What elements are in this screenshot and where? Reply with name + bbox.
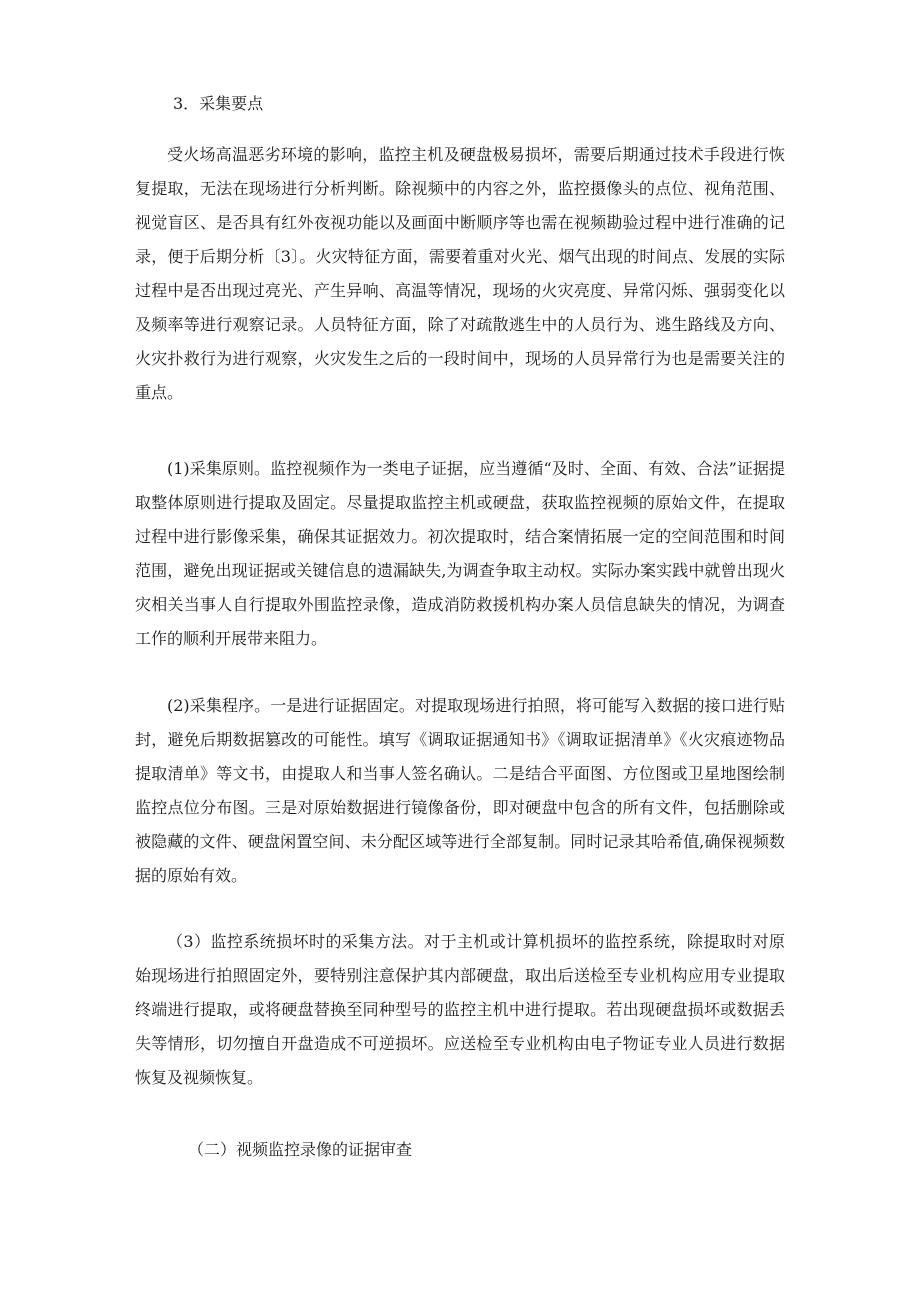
subsection-heading: （二）视频监控录像的证据审查 [188, 1140, 413, 1159]
paragraph-collection-principles: (1)采集原则。监控视频作为一类电子证据，应当遵循“及时、全面、有效、合法”证据提取整体原则进行提取及固定。尽量提取监控主机或硬盘，获取监控视频的原始文件，在提取过程中进行影像采集，确保其证据效力。初次提取时，结合案情拓展一定的空间范围和时间范围，避免出现证据或关键信息的遗漏缺失,为调查争取主动权。实际办案实践中就曾出现火灾相关当事人自行提取外围监控录像，造成消防救援机构办案人员信息缺失的情况，为调查工作的顺利开展带来阻力。 [135, 459, 785, 648]
paragraph-damaged-system-method: （3）监控系统损坏时的采集方法。对于主机或计算机损坏的监控系统，除提取时对原始现场进行拍照固定外，要特别注意保护其内部硬盘，取出后送检至专业机构应用专业提取终端进行提取，或将硬盘替换至同种型号的监控主机中进行提取。若出现硬盘损坏或数据丢失等情形，切勿擅自开盘造成不可逆损坏。应送检至专业机构由电子物证专业人员进行数据恢复及视频恢复。 [135, 932, 785, 1087]
paragraph-collection-procedure: (2)采集程序。一是进行证据固定。对提取现场进行拍照，将可能写入数据的接口进行贴封，避免后期数据篡改的可能性。填写《调取证据通知书》《调取证据清单》《火灾痕迹物品提取清单》等文书，由提取人和当事人签名确认。二是结合平面图、方位图或卫星地图绘制监控点位分布图。三是对原始数据进行镜像备份，即对硬盘中包含的所有文件，包括删除或被隐藏的文件、硬盘闲置空间、未分配区域等进行全部复制。同时记录其哈希值,确保视频数据的原始有效。 [135, 696, 785, 885]
section-heading: 3．采集要点 [173, 94, 264, 113]
paragraph-collection-points: 受火场高温恶劣环境的影响，监控主机及硬盘极易损坏，需要后期通过技术手段进行恢复提取，无法在现场进行分析判断。除视频中的内容之外，监控摄像头的点位、视角范围、视觉盲区、是否具有红外夜视功能以及画面中断顺序等也需在视频勘验过程中进行准确的记录，便于后期分析〔3〕。火灾特征方面，需要着重对火光、烟气出现的时间点、发展的实际过程中是否出现过亮光、产生异响、高温等情况，现场的火灾亮度、异常闪烁、强弱变化以及频率等进行观察记录。人员特征方面，除了对疏散逃生中的人员行为、逃生路线及方向、火灾扑救行为进行观察，火灾发生之后的一段时间中，现场的人员异常行为也是需要关注的重点。 [135, 145, 785, 402]
